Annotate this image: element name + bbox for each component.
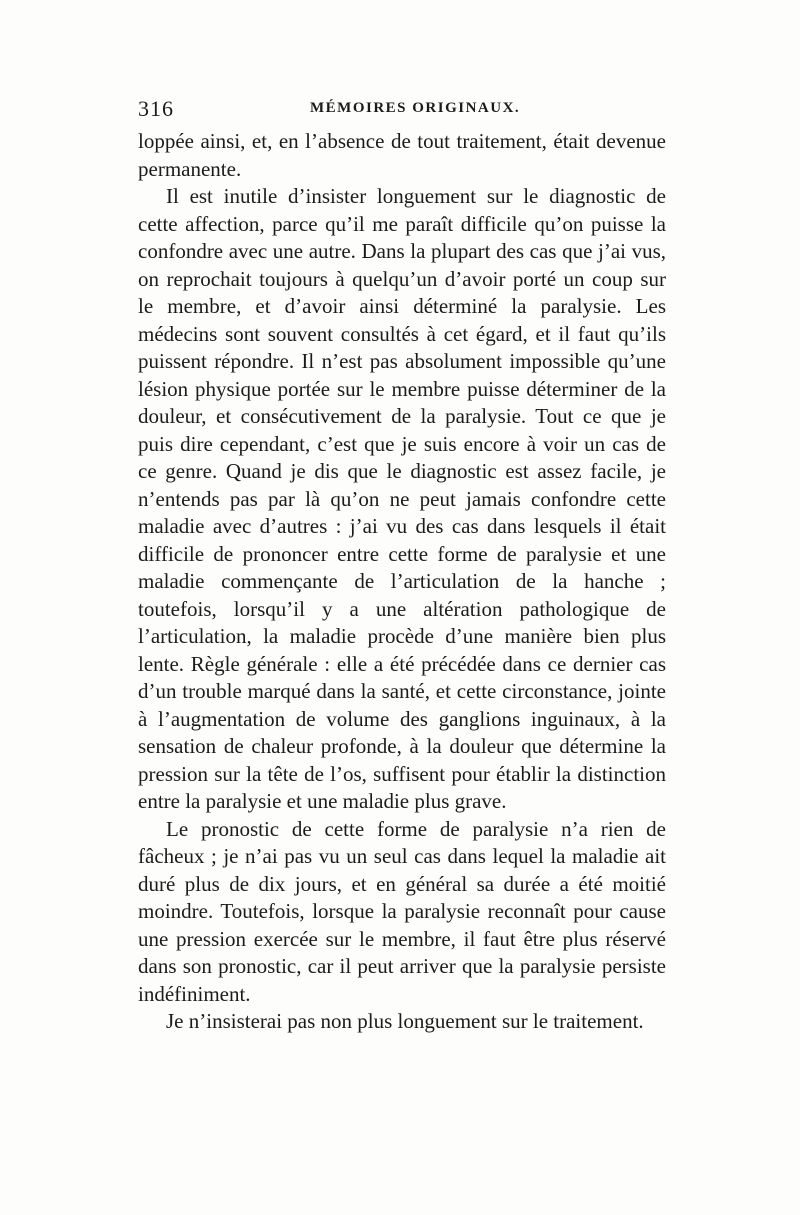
running-head <box>138 96 666 126</box>
paragraph-diagnostic: Il est inutile d’insister longuement sur le diagnostic de cette affection, parce qu’il me paraît difficile qu’on puisse la confondre avec une autre. Dans la plupart des cas que j’ai vus, on reprochait toujours à quelqu’un d’avoir porté un coup sur le membre, et d’avoir ainsi déterminé la paralysie. Les médecins sont souvent consultés à cet égard, et il faut qu’ils puissent répondre. Il n’est pas absolument impossible qu’une lésion physique portée sur le membre puisse déterminer de la douleur, et consécutivement de la paralysie. Tout ce que je puis dire cependant, c’est que je suis encore à voir un cas de ce genre. Quand je dis que le diagnostic est assez facile, je n’entends pas par là qu’on ne peut jamais confondre cette maladie avec d’autres : j’ai vu des cas dans lesquels il était difficile de prononcer entre cette forme de paralysie et une maladie commençante de l’articulation de la hanche ; toutefois, lorsqu’il y a une altération pathologique de l’articulation, la maladie procède d’une manière bien plus lente. Règle générale : elle a été précédée dans ce dernier cas d’un trouble marqué dans la santé, et cette circonstance, jointe à l’augmentation de volume des ganglions inguinaux, à la sensation de chaleur profonde, à la douleur que détermine la pression sur la tête de l’os, suffisent pour établir la distinction entre la paralysie et une maladie plus grave. <box>138 184 666 813</box>
paragraph-pronostic: Le pronostic de cette forme de paralysie n’a rien de fâcheux ; je n’ai pas vu un seul cas dans lequel la maladie ait duré plus de dix jours, et en général sa durée a été moitié moindre. Toutefois, lorsque la paralysie reconnaît pour cause une pression exercée sur le membre, il faut être plus réservé dans son pronostic, car il peut arriver que la paralysie persiste indéfiniment. <box>138 816 666 1006</box>
page-number: 316 <box>138 96 174 121</box>
running-title: MÉMOIRES ORIGINAUX. <box>310 100 521 116</box>
paragraph-traitement: Je n’insisterai pas non plus longuement sur le traitement. <box>166 1009 644 1033</box>
body-text <box>138 128 666 1036</box>
paragraph-continuation: loppée ainsi, et, en l’absence de tout traitement, était devenue permanente. <box>138 129 666 181</box>
